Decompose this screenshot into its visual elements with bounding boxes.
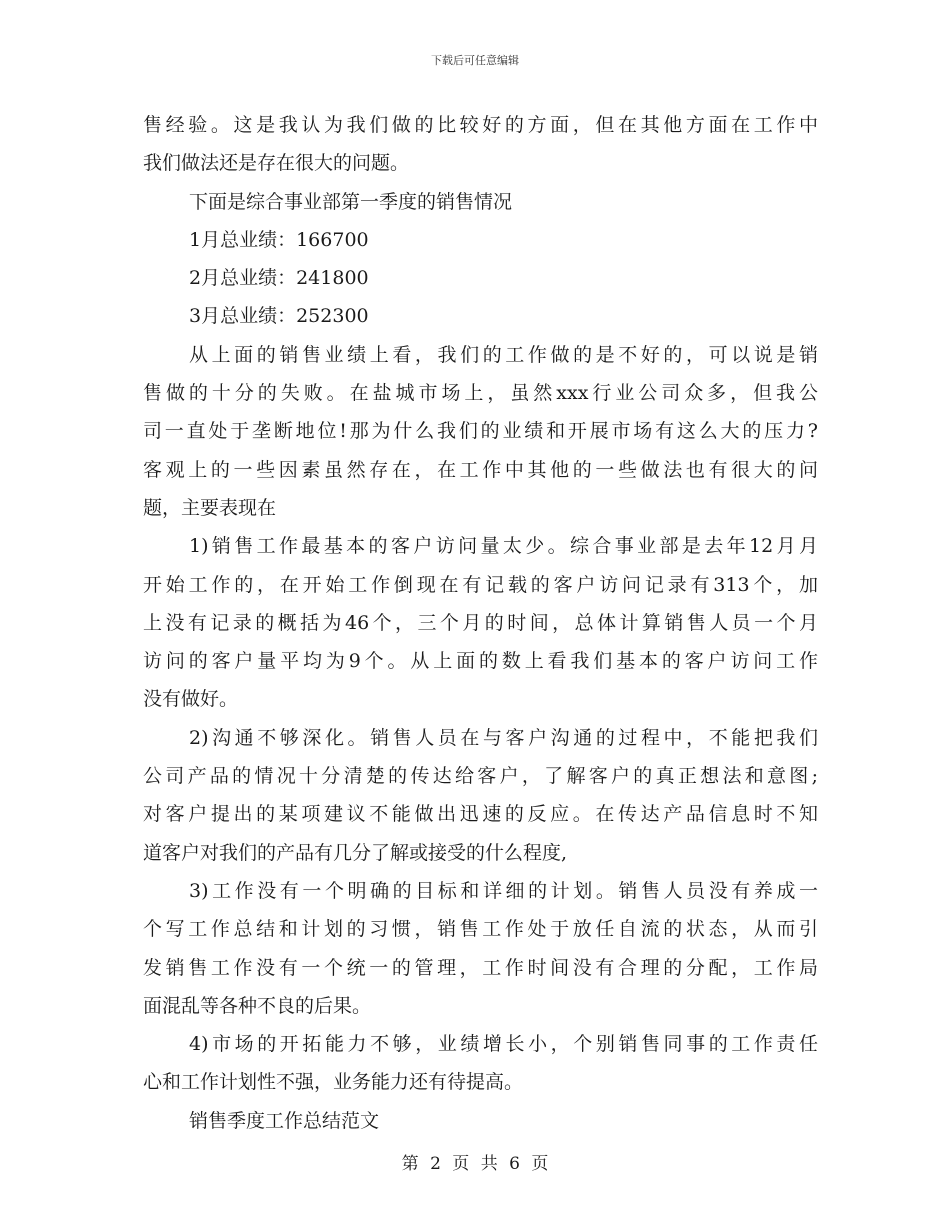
paragraph-line: 2月总业绩：241800	[189, 267, 369, 290]
paragraph-line: 4)市场的开拓能力不够，业绩增长小，个别销售同事的工作责任	[189, 1033, 818, 1056]
paragraph-line: 道客户对我们的产品有几分了解或接受的什么程度,	[143, 841, 568, 864]
paragraph-line: 下面是综合事业部第一季度的销售情况	[189, 190, 513, 213]
paragraph-line: 3月总业绩：252300	[189, 305, 369, 328]
paragraph-line: 发销售工作没有一个统一的管理，工作时间没有合理的分配，工作局	[143, 956, 818, 979]
paragraph-line: 公司产品的情况十分清楚的传达给客户，了解客户的真正想法和意图;	[143, 765, 818, 788]
paragraph-line: 2)沟通不够深化。销售人员在与客户沟通的过程中，不能把我们	[189, 726, 818, 749]
paragraph-line: 个写工作总结和计划的习惯，销售工作处于放任自流的状态，从而引	[143, 918, 818, 941]
paragraph-line: 客观上的一些因素虽然存在，在工作中其他的一些做法也有很大的问	[143, 458, 818, 481]
paragraph-line: 访问的客户量平均为9个。从上面的数上看我们基本的客户访问工作	[143, 650, 818, 673]
paragraph-line: 3)工作没有一个明确的目标和详细的计划。销售人员没有养成一	[189, 879, 818, 902]
paragraph-line: 从上面的销售业绩上看，我们的工作做的是不好的，可以说是销	[189, 343, 818, 366]
paragraph-line: 面混乱等各种不良的后果。	[143, 994, 372, 1017]
paragraph-line: 没有做好。	[143, 688, 239, 711]
paragraph-line: 心和工作计划性不强，业务能力还有待提高。	[143, 1071, 524, 1094]
paragraph-line: 1)销售工作最基本的客户访问量太少。综合事业部是去年12月月	[189, 535, 818, 558]
paragraph-line: 开始工作的，在开始工作倒现在有记载的客户访问记录有313个，加	[143, 573, 818, 596]
document-body	[143, 106, 818, 1140]
paragraph-line: 销售季度工作总结范文	[189, 1109, 380, 1132]
paragraph-line: 上没有记录的概括为46个，三个月的时间，总体计算销售人员一个月	[143, 611, 818, 634]
paragraph-line: 我们做法还是存在很大的问题。	[143, 152, 410, 175]
paragraph-line: 对客户提出的某项建议不能做出迅速的反应。在传达产品信息时不知	[143, 803, 818, 826]
paragraph-line: 售经验。这是我认为我们做的比较好的方面，但在其他方面在工作中	[143, 114, 818, 136]
page-header-note: 下载后可任意编辑	[431, 54, 519, 67]
paragraph-line: 1月总业绩：166700	[189, 228, 369, 251]
paragraph-line: 题，主要表现在	[143, 496, 277, 519]
page-number: 第 2 页 共 6 页	[401, 1154, 549, 1174]
paragraph-line: 司一直处于垄断地位!那为什么我们的业绩和开展市场有这么大的压力?	[143, 420, 818, 443]
paragraph-line: 售做的十分的失败。在盐城市场上，虽然xxx行业公司众多，但我公	[143, 382, 818, 405]
